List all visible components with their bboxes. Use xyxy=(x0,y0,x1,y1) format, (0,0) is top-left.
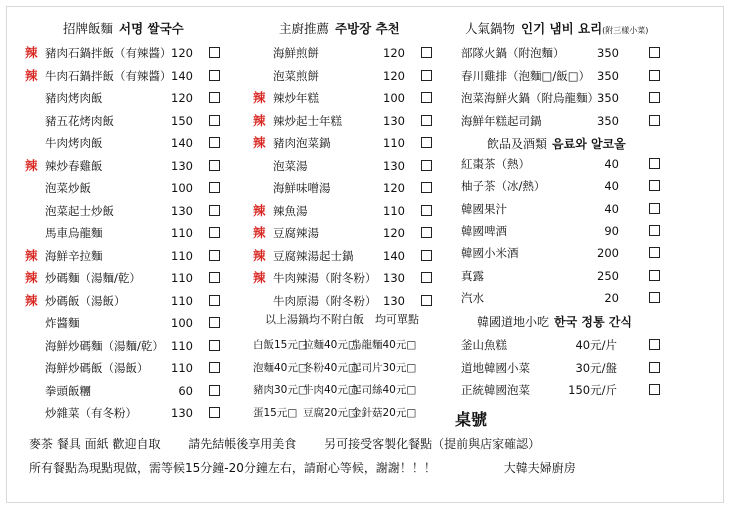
spicy-mark: 辣 xyxy=(25,292,38,308)
item-name: 紅棗茶（熱） xyxy=(461,157,530,171)
order-checkbox[interactable] xyxy=(209,295,220,306)
menu-item-row xyxy=(447,65,725,87)
menu-item-row xyxy=(7,402,237,424)
spicy-mark: 辣 xyxy=(25,157,38,173)
addon-option[interactable]: 冬粉40元□ xyxy=(303,361,358,374)
order-checkbox[interactable] xyxy=(649,203,660,214)
order-checkbox[interactable] xyxy=(421,182,432,193)
spicy-mark: 辣 xyxy=(253,225,266,240)
item-price: 100 xyxy=(383,91,405,105)
menu-item-row xyxy=(243,222,443,244)
order-checkbox[interactable] xyxy=(209,272,220,283)
order-checkbox[interactable] xyxy=(649,384,660,395)
menu-item-row xyxy=(7,245,237,267)
spicy-mark: 辣 xyxy=(25,247,38,263)
order-checkbox[interactable] xyxy=(649,70,660,81)
item-price: 110 xyxy=(171,248,193,263)
order-checkbox[interactable] xyxy=(209,340,220,351)
menu-item-row xyxy=(243,177,443,199)
item-price: 120 xyxy=(383,226,405,240)
item-name: 炒碼飯（湯飯） xyxy=(45,293,126,308)
menu-item-row xyxy=(7,290,237,312)
item-name: 正統韓國泡菜 xyxy=(461,383,530,397)
item-name: 牛肉石鍋拌飯（有辣醬） xyxy=(45,68,172,83)
item-name: 牛肉辣湯（附冬粉） xyxy=(273,271,377,285)
menu-item-row xyxy=(447,379,725,401)
addon-option[interactable]: 牛肉40元□ xyxy=(303,384,358,396)
item-name: 海鮮炒碼麵（湯麵/乾） xyxy=(45,338,164,353)
order-checkbox[interactable] xyxy=(649,180,660,191)
item-name: 海鮮辛拉麵 xyxy=(45,248,103,263)
item-price: 120 xyxy=(383,181,405,195)
item-price: 40元/片 xyxy=(575,338,617,352)
item-price: 110 xyxy=(171,338,193,353)
item-price: 100 xyxy=(171,181,193,195)
item-price: 120 xyxy=(383,68,405,83)
item-price: 110 xyxy=(383,136,405,150)
menu-item-row xyxy=(7,200,237,222)
menu-item-row xyxy=(243,155,443,177)
hotpot-header: 人氣鍋物 인기 냄비 요리(附三樣小菜) xyxy=(465,21,649,36)
item-price: 90 xyxy=(604,223,619,238)
item-price: 140 xyxy=(171,68,193,83)
order-checkbox[interactable] xyxy=(421,205,432,216)
addon-row xyxy=(253,379,417,401)
item-name: 炸醬麵 xyxy=(45,316,80,330)
item-price: 250 xyxy=(597,268,619,283)
menu-item-row xyxy=(243,132,443,154)
order-checkbox[interactable] xyxy=(209,385,220,396)
item-price: 110 xyxy=(383,203,405,218)
menu-item-row xyxy=(447,110,725,132)
menu-item-row xyxy=(243,110,443,132)
item-name: 韓國小米酒 xyxy=(461,246,519,261)
item-price: 40 xyxy=(604,179,619,194)
item-price: 140 xyxy=(383,248,405,263)
order-checkbox[interactable] xyxy=(209,362,220,373)
menu-item-row xyxy=(7,222,237,244)
addon-option[interactable]: 起司絲40元□ xyxy=(351,384,417,396)
menu-item-row xyxy=(447,334,725,356)
item-price: 350 xyxy=(597,113,619,128)
menu-item-row xyxy=(243,267,443,289)
item-price: 100 xyxy=(171,316,193,330)
menu-item-row xyxy=(7,380,237,402)
order-checkbox[interactable] xyxy=(421,137,432,148)
order-checkbox[interactable] xyxy=(209,407,220,418)
item-name: 拳頭飯糰 xyxy=(45,383,91,398)
order-checkbox[interactable] xyxy=(649,270,660,281)
order-checkbox[interactable] xyxy=(209,182,220,193)
menu-item-row xyxy=(243,200,443,222)
item-price: 40 xyxy=(604,201,619,216)
item-price: 130 xyxy=(171,158,193,173)
item-price: 130 xyxy=(383,158,405,173)
order-checkbox[interactable] xyxy=(421,295,432,306)
item-name: 海鮮年糕起司鍋 xyxy=(461,113,542,128)
menu-item-row xyxy=(447,220,725,242)
addon-option[interactable]: 豬肉30元□ xyxy=(253,384,308,396)
order-checkbox[interactable] xyxy=(421,47,432,58)
item-name: 泡菜湯 xyxy=(273,158,308,173)
footer-line-1: 麥茶 餐具 面紙 歡迎自取 請先結帳後享用美食 另可接受客製化餐點（提前與店家確認） xyxy=(29,437,541,451)
order-checkbox[interactable] xyxy=(421,227,432,238)
menu-item-row xyxy=(7,155,237,177)
menu-item-row xyxy=(7,312,237,334)
item-name: 豬五花烤肉飯 xyxy=(45,113,114,128)
menu-item-row xyxy=(447,198,725,220)
addon-title: 以上湯鍋均不附白飯 均可單點 xyxy=(265,313,419,326)
order-checkbox[interactable] xyxy=(209,115,220,126)
spicy-mark: 辣 xyxy=(25,45,38,60)
menu-sheet xyxy=(6,6,724,503)
item-name: 辣炒年糕 xyxy=(273,91,319,105)
menu-item-row xyxy=(447,265,725,287)
signature-header: 招牌飯麵 서명 쌀국수 xyxy=(63,21,184,36)
item-name: 豬肉烤肉飯 xyxy=(45,91,103,105)
item-name: 泡菜炒飯 xyxy=(45,181,91,195)
order-checkbox[interactable] xyxy=(649,158,660,169)
menu-item-row xyxy=(447,287,725,309)
item-name: 泡菜海鮮火鍋（附烏龍麵） xyxy=(461,91,599,105)
menu-item-row xyxy=(243,87,443,109)
item-name: 春川雞排（泡麵□/飯□） xyxy=(461,68,591,83)
order-checkbox[interactable] xyxy=(209,137,220,148)
addon-option[interactable]: 蛋15元□ xyxy=(253,406,298,419)
item-price: 30元/盤 xyxy=(575,360,617,375)
order-checkbox[interactable] xyxy=(421,115,432,126)
order-checkbox[interactable] xyxy=(209,250,220,261)
menu-item-row xyxy=(7,177,237,199)
item-name: 韓國果汁 xyxy=(461,201,507,216)
menu-item-row xyxy=(447,242,725,264)
addon-option[interactable]: 泡麵40元□ xyxy=(253,361,308,374)
chef-header: 主廚推薦 주방장 추천 xyxy=(279,21,400,36)
item-name: 辣魚湯 xyxy=(273,203,308,218)
item-price: 150 xyxy=(171,113,193,128)
item-price: 350 xyxy=(597,68,619,83)
spicy-mark: 辣 xyxy=(253,135,266,150)
menu-item-row xyxy=(243,42,443,64)
order-checkbox[interactable] xyxy=(649,292,660,303)
menu-item-row xyxy=(243,245,443,267)
item-price: 120 xyxy=(383,46,405,60)
table-number-label: 桌號 xyxy=(455,410,488,429)
menu-item-row xyxy=(7,335,237,357)
menu-item-row xyxy=(7,65,237,87)
footer-line-2: 所有餐點為現點現做，需等候15分鐘-20分鐘左右，請耐心等候，謝謝！！！ 大韓夫婦廚房 xyxy=(29,461,576,475)
addon-row xyxy=(253,402,417,424)
item-name: 炒碼麵（湯麵/乾） xyxy=(45,271,141,285)
order-checkbox[interactable] xyxy=(209,317,220,328)
menu-item-row xyxy=(447,42,725,64)
menu-item-row xyxy=(447,357,725,379)
item-name: 部隊火鍋（附泡麵） xyxy=(461,46,565,60)
order-checkbox[interactable] xyxy=(421,70,432,81)
item-price: 350 xyxy=(597,91,619,105)
snacks-header: 韓國道地小吃 한국 정통 간식 xyxy=(477,315,632,329)
item-price: 110 xyxy=(171,271,193,285)
order-checkbox[interactable] xyxy=(649,92,660,103)
item-price: 40 xyxy=(604,157,619,171)
item-name: 汽水 xyxy=(461,290,484,305)
menu-item-row xyxy=(243,65,443,87)
addon-option[interactable]: 金針菇20元□ xyxy=(351,406,417,419)
item-price: 130 xyxy=(171,203,193,218)
item-name: 海鮮炒碼飯（湯飯） xyxy=(45,361,149,375)
item-name: 炒雜菜（有冬粉） xyxy=(45,406,137,420)
order-checkbox[interactable] xyxy=(649,225,660,236)
spicy-mark: 辣 xyxy=(253,202,266,218)
item-name: 柚子茶（冰/熱） xyxy=(461,179,546,194)
order-checkbox[interactable] xyxy=(209,92,220,103)
addon-option[interactable]: 豆腐20元□ xyxy=(303,406,358,419)
order-checkbox[interactable] xyxy=(209,205,220,216)
order-checkbox[interactable] xyxy=(421,272,432,283)
item-price: 130 xyxy=(171,406,193,420)
addon-row xyxy=(253,357,417,379)
item-name: 海鮮煎餅 xyxy=(273,46,319,60)
order-checkbox[interactable] xyxy=(209,47,220,58)
menu-item-row xyxy=(447,153,725,175)
item-price: 120 xyxy=(171,46,193,60)
item-name: 釜山魚糕 xyxy=(461,338,507,352)
menu-item-row xyxy=(7,87,237,109)
spicy-mark: 辣 xyxy=(25,67,38,83)
item-price: 140 xyxy=(171,136,193,150)
addon-option[interactable]: 起司片30元□ xyxy=(351,361,417,374)
item-name: 豬肉泡菜鍋 xyxy=(273,136,331,150)
addon-row xyxy=(253,334,417,356)
order-checkbox[interactable] xyxy=(209,70,220,81)
addon-option[interactable]: 白飯15元□ xyxy=(253,339,308,351)
item-name: 牛肉原湯（附冬粉） xyxy=(273,293,377,308)
item-name: 牛肉烤肉飯 xyxy=(45,136,103,150)
order-checkbox[interactable] xyxy=(421,250,432,261)
item-name: 韓國啤酒 xyxy=(461,223,507,238)
menu-item-row xyxy=(7,357,237,379)
order-checkbox[interactable] xyxy=(649,362,660,373)
item-price: 130 xyxy=(383,113,405,128)
item-name: 道地韓國小菜 xyxy=(461,360,530,375)
item-price: 110 xyxy=(171,293,193,308)
spicy-mark: 辣 xyxy=(253,90,266,105)
menu-item-row xyxy=(447,87,725,109)
item-name: 豬肉石鍋拌飯（有辣醬） xyxy=(45,46,172,60)
spicy-mark: 辣 xyxy=(253,247,266,263)
menu-item-row xyxy=(7,267,237,289)
spicy-mark: 辣 xyxy=(253,112,266,128)
spicy-mark: 辣 xyxy=(253,270,266,285)
item-price: 150元/斤 xyxy=(568,383,617,397)
item-name: 真露 xyxy=(461,268,484,283)
item-name: 豆腐辣湯起士鍋 xyxy=(273,248,354,263)
order-checkbox[interactable] xyxy=(649,47,660,58)
order-checkbox[interactable] xyxy=(649,339,660,350)
menu-item-row xyxy=(7,132,237,154)
item-price: 130 xyxy=(383,293,405,308)
menu-item-row xyxy=(7,110,237,132)
spicy-mark: 辣 xyxy=(25,270,38,285)
addon-option[interactable]: 拉麵40元□ xyxy=(303,339,358,351)
order-checkbox[interactable] xyxy=(421,160,432,171)
item-name: 豆腐辣湯 xyxy=(273,226,319,240)
item-price: 350 xyxy=(597,46,619,60)
order-checkbox[interactable] xyxy=(209,160,220,171)
item-price: 110 xyxy=(171,361,193,375)
item-price: 110 xyxy=(171,226,193,240)
item-name: 辣炒起士年糕 xyxy=(273,113,342,128)
menu-item-row xyxy=(243,290,443,312)
item-price: 120 xyxy=(171,91,193,105)
item-name: 泡菜起士炒飯 xyxy=(45,203,114,218)
drinks-header: 飲品及酒類 음료와 알코올 xyxy=(487,137,626,151)
item-price: 20 xyxy=(604,290,619,305)
item-name: 馬車烏龍麵 xyxy=(45,226,103,240)
item-price: 130 xyxy=(383,271,405,285)
item-name: 泡菜煎餅 xyxy=(273,68,319,83)
item-price: 200 xyxy=(597,246,619,261)
menu-item-row xyxy=(447,175,725,197)
menu-item-row xyxy=(7,42,237,64)
item-price: 60 xyxy=(178,383,193,398)
order-checkbox[interactable] xyxy=(649,115,660,126)
item-name: 海鮮味噌湯 xyxy=(273,181,331,195)
item-name: 辣炒春雞飯 xyxy=(45,158,103,173)
order-checkbox[interactable] xyxy=(421,92,432,103)
order-checkbox[interactable] xyxy=(649,247,660,258)
order-checkbox[interactable] xyxy=(209,227,220,238)
addon-option[interactable]: 烏龍麵40元□ xyxy=(351,339,417,351)
